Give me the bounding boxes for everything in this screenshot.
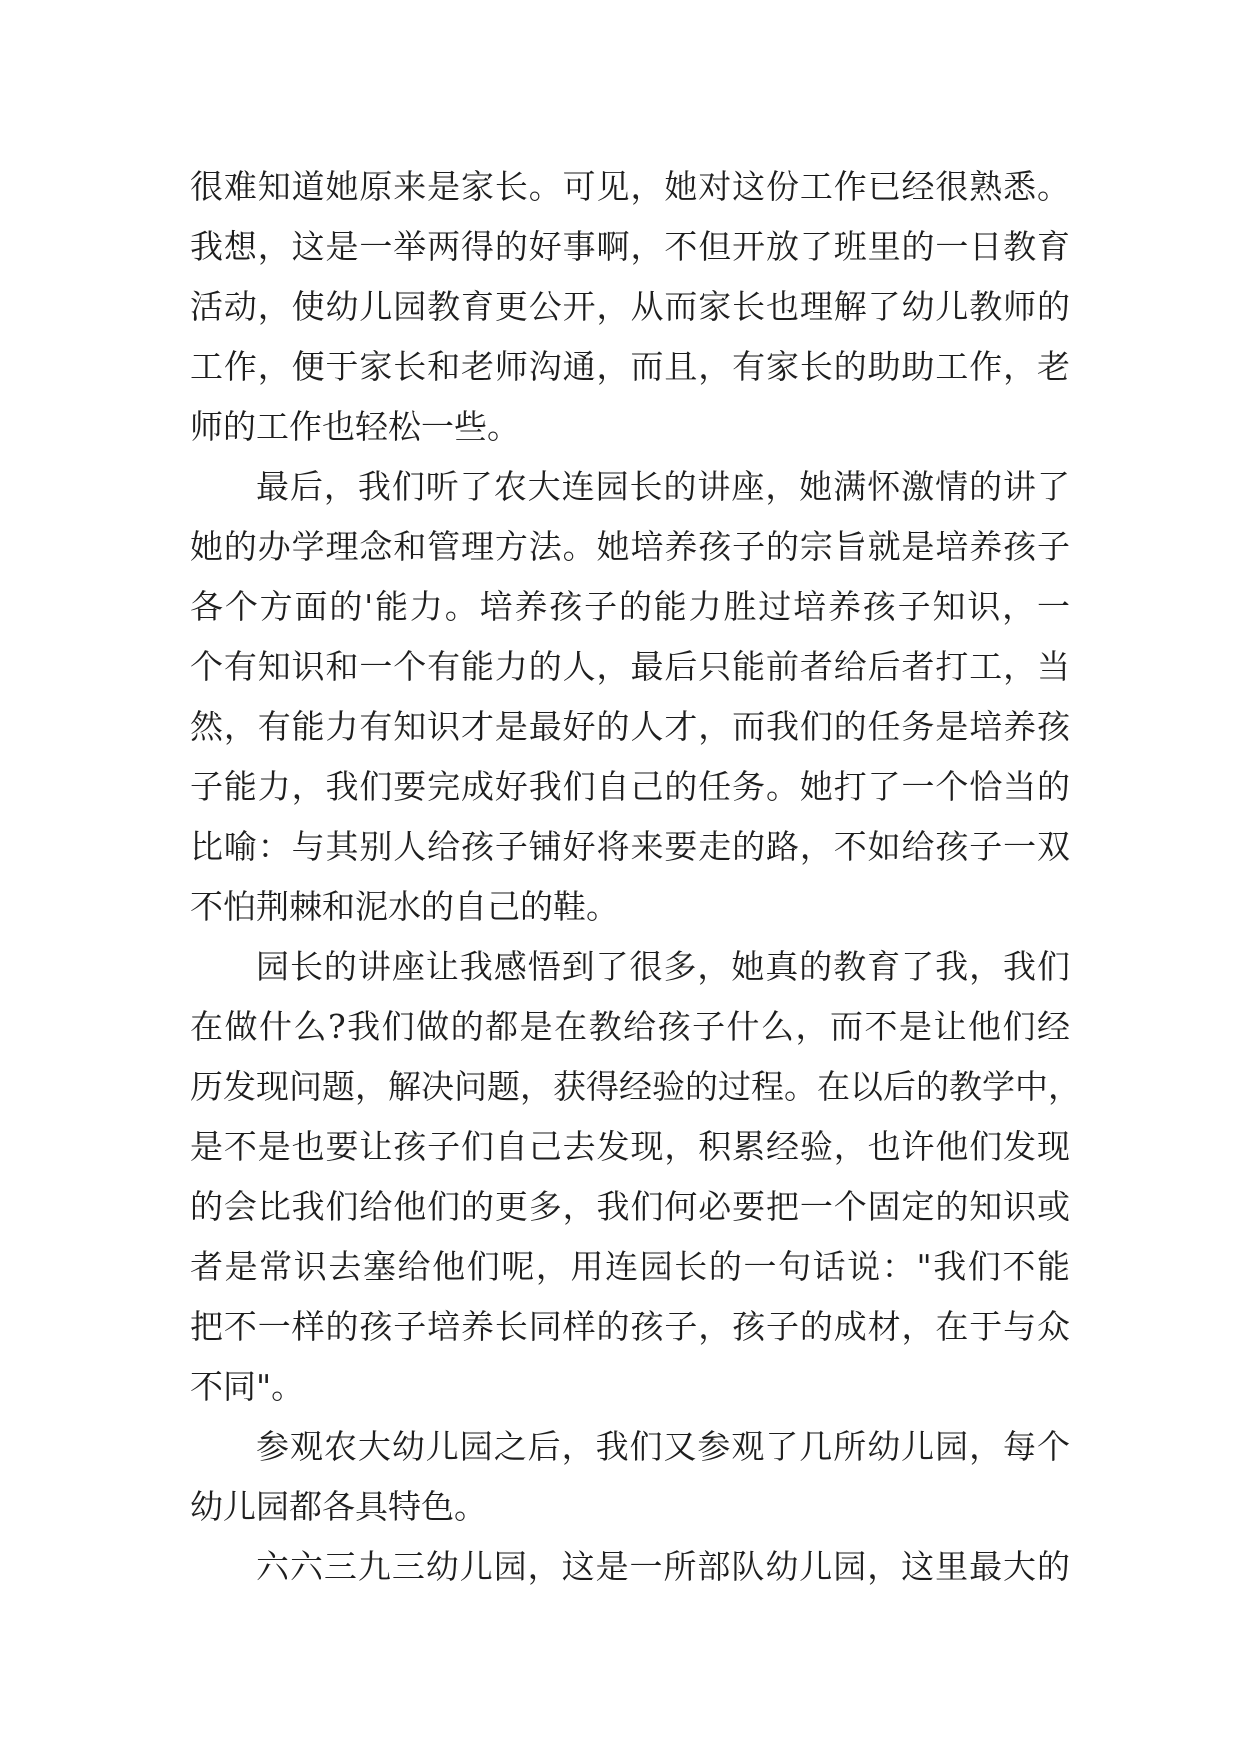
text-line: 活动，使幼儿园教育更公开，从而家长也理解了幼儿教师的 (190, 287, 1070, 326)
text-line: 的会比我们给他们的更多，我们何必要把一个固定的知识或 (190, 1187, 1070, 1226)
paragraph-start-line: 参观农大幼儿园之后，我们又参观了几所幼儿园，每个 (256, 1427, 1070, 1466)
text-line: 不同"。 (190, 1367, 305, 1406)
text-line: 子能力，我们要完成好我们自己的任务。她打了一个恰当的 (190, 767, 1070, 806)
text-line: 者是常识去塞给他们呢，用连园长的一句话说："我们不能 (190, 1247, 1070, 1286)
text-line: 不怕荆棘和泥水的自己的鞋。 (190, 887, 619, 926)
body-text (190, 157, 1081, 1597)
text-line: 在做什么?我们做的都是在教给孩子什么，而不是让他们经 (190, 1007, 1070, 1046)
text-line: 工作，便于家长和老师沟通，而且，有家长的助助工作，老 (190, 347, 1070, 386)
text-line: 是不是也要让孩子们自己去发现，积累经验，也许他们发现 (190, 1127, 1070, 1166)
text-line: 师的工作也轻松一些。 (190, 407, 520, 446)
text-line: 比喻：与其别人给孩子铺好将来要走的路，不如给孩子一双 (190, 827, 1070, 866)
text-line: 她的办学理念和管理方法。她培养孩子的宗旨就是培养孩子 (190, 527, 1070, 566)
paragraph-start-line: 最后，我们听了农大连园长的讲座，她满怀激情的讲了 (256, 467, 1070, 506)
text-line: 我想，这是一举两得的好事啊，不但开放了班里的一日教育 (190, 227, 1070, 266)
text-line: 个有知识和一个有能力的人，最后只能前者给后者打工，当 (190, 647, 1070, 686)
text-line: 很难知道她原来是家长。可见，她对这份工作已经很熟悉。 (190, 167, 1070, 206)
text-line: 把不一样的孩子培养长同样的孩子，孩子的成材，在于与众 (190, 1307, 1070, 1346)
paragraph-start-line: 园长的讲座让我感悟到了很多，她真的教育了我，我们 (256, 947, 1070, 986)
text-line: 各个方面的'能力。培养孩子的能力胜过培养孩子知识，一 (190, 587, 1070, 626)
paragraph-start-line: 六六三九三幼儿园，这是一所部队幼儿园，这里最大的 (256, 1547, 1070, 1586)
text-line: 幼儿园都各具特色。 (190, 1487, 487, 1526)
text-line: 历发现问题，解决问题，获得经验的过程。在以后的教学中， (190, 1067, 1081, 1106)
text-line: 然，有能力有知识才是最好的人才，而我们的任务是培养孩 (190, 707, 1070, 746)
